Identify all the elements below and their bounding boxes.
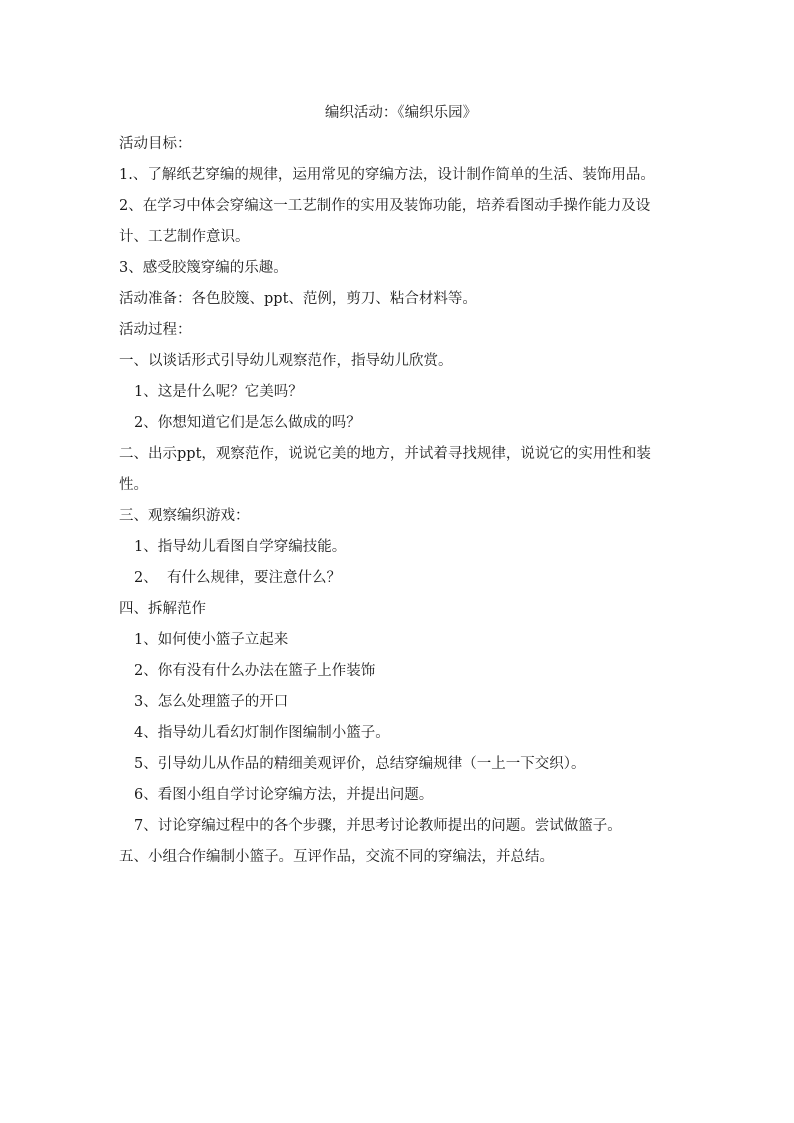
preparation-line: 活动准备：各色胶篾、ppt、范例，剪刀、粘合材料等。 — [119, 291, 477, 307]
document-title: 编织活动：《编织乐园》 — [324, 105, 478, 121]
goal-item-3: 3、感受胶篾穿编的乐趣。 — [119, 260, 288, 276]
goal-item-1: 1.、了解纸艺穿编的规律，运用常见的穿编方法，设计制作简单的生活、装饰用品。 — [119, 167, 655, 183]
step-4-item: 5、引导幼儿从作品的精细美观评价，总结穿编规律（一上一下交织）。 — [134, 756, 586, 772]
goal-item-2: 2、在学习中体会穿编这一工艺制作的实用及装饰功能，培养看图动手操作能力及设计、工艺制作意识。 — [119, 198, 651, 245]
goals-heading: 活动目标： — [119, 136, 192, 152]
step-4-heading: 四、拆解范作 — [119, 601, 206, 617]
step-4-item: 4、指导幼儿看幻灯制作图编制小篮子。 — [134, 725, 390, 741]
step-1-item: 2、你想知道它们是怎么做成的吗？ — [134, 415, 361, 431]
step-4-item: 3、怎么处理篮子的开口 — [134, 694, 289, 710]
step-4-item: 2、你有没有什么办法在篮子上作装饰 — [134, 663, 376, 679]
process-heading: 活动过程： — [119, 322, 192, 338]
step-3-item: 1、指导幼儿看图自学穿编技能。 — [134, 539, 347, 555]
step-3-item: 2、 有什么规律，要注意什么？ — [134, 570, 341, 586]
step-3-heading: 三、观察编织游戏： — [119, 508, 250, 524]
step-4-item: 7、讨论穿编过程中的各个步骤，并思考讨论教师提出的问题。尝试做篮子。 — [134, 818, 622, 834]
step-4-item: 1、如何使小篮子立起来 — [134, 632, 289, 648]
step-5-heading: 五、小组合作编制小篮子。互评作品，交流不同的穿编法，并总结。 — [119, 849, 554, 865]
step-1-heading: 一、以谈话形式引导幼儿观察范作，指导幼儿欣赏。 — [119, 353, 453, 369]
step-2-heading: 二、出示ppt，观察范作，说说它美的地方，并试着寻找规律，说说它的实用性和装性。 — [119, 446, 651, 493]
document-body — [119, 98, 679, 873]
step-1-item: 1、这是什么呢？它美吗？ — [134, 384, 303, 400]
step-4-item: 6、看图小组自学讨论穿编方法，并提出问题。 — [134, 787, 434, 803]
